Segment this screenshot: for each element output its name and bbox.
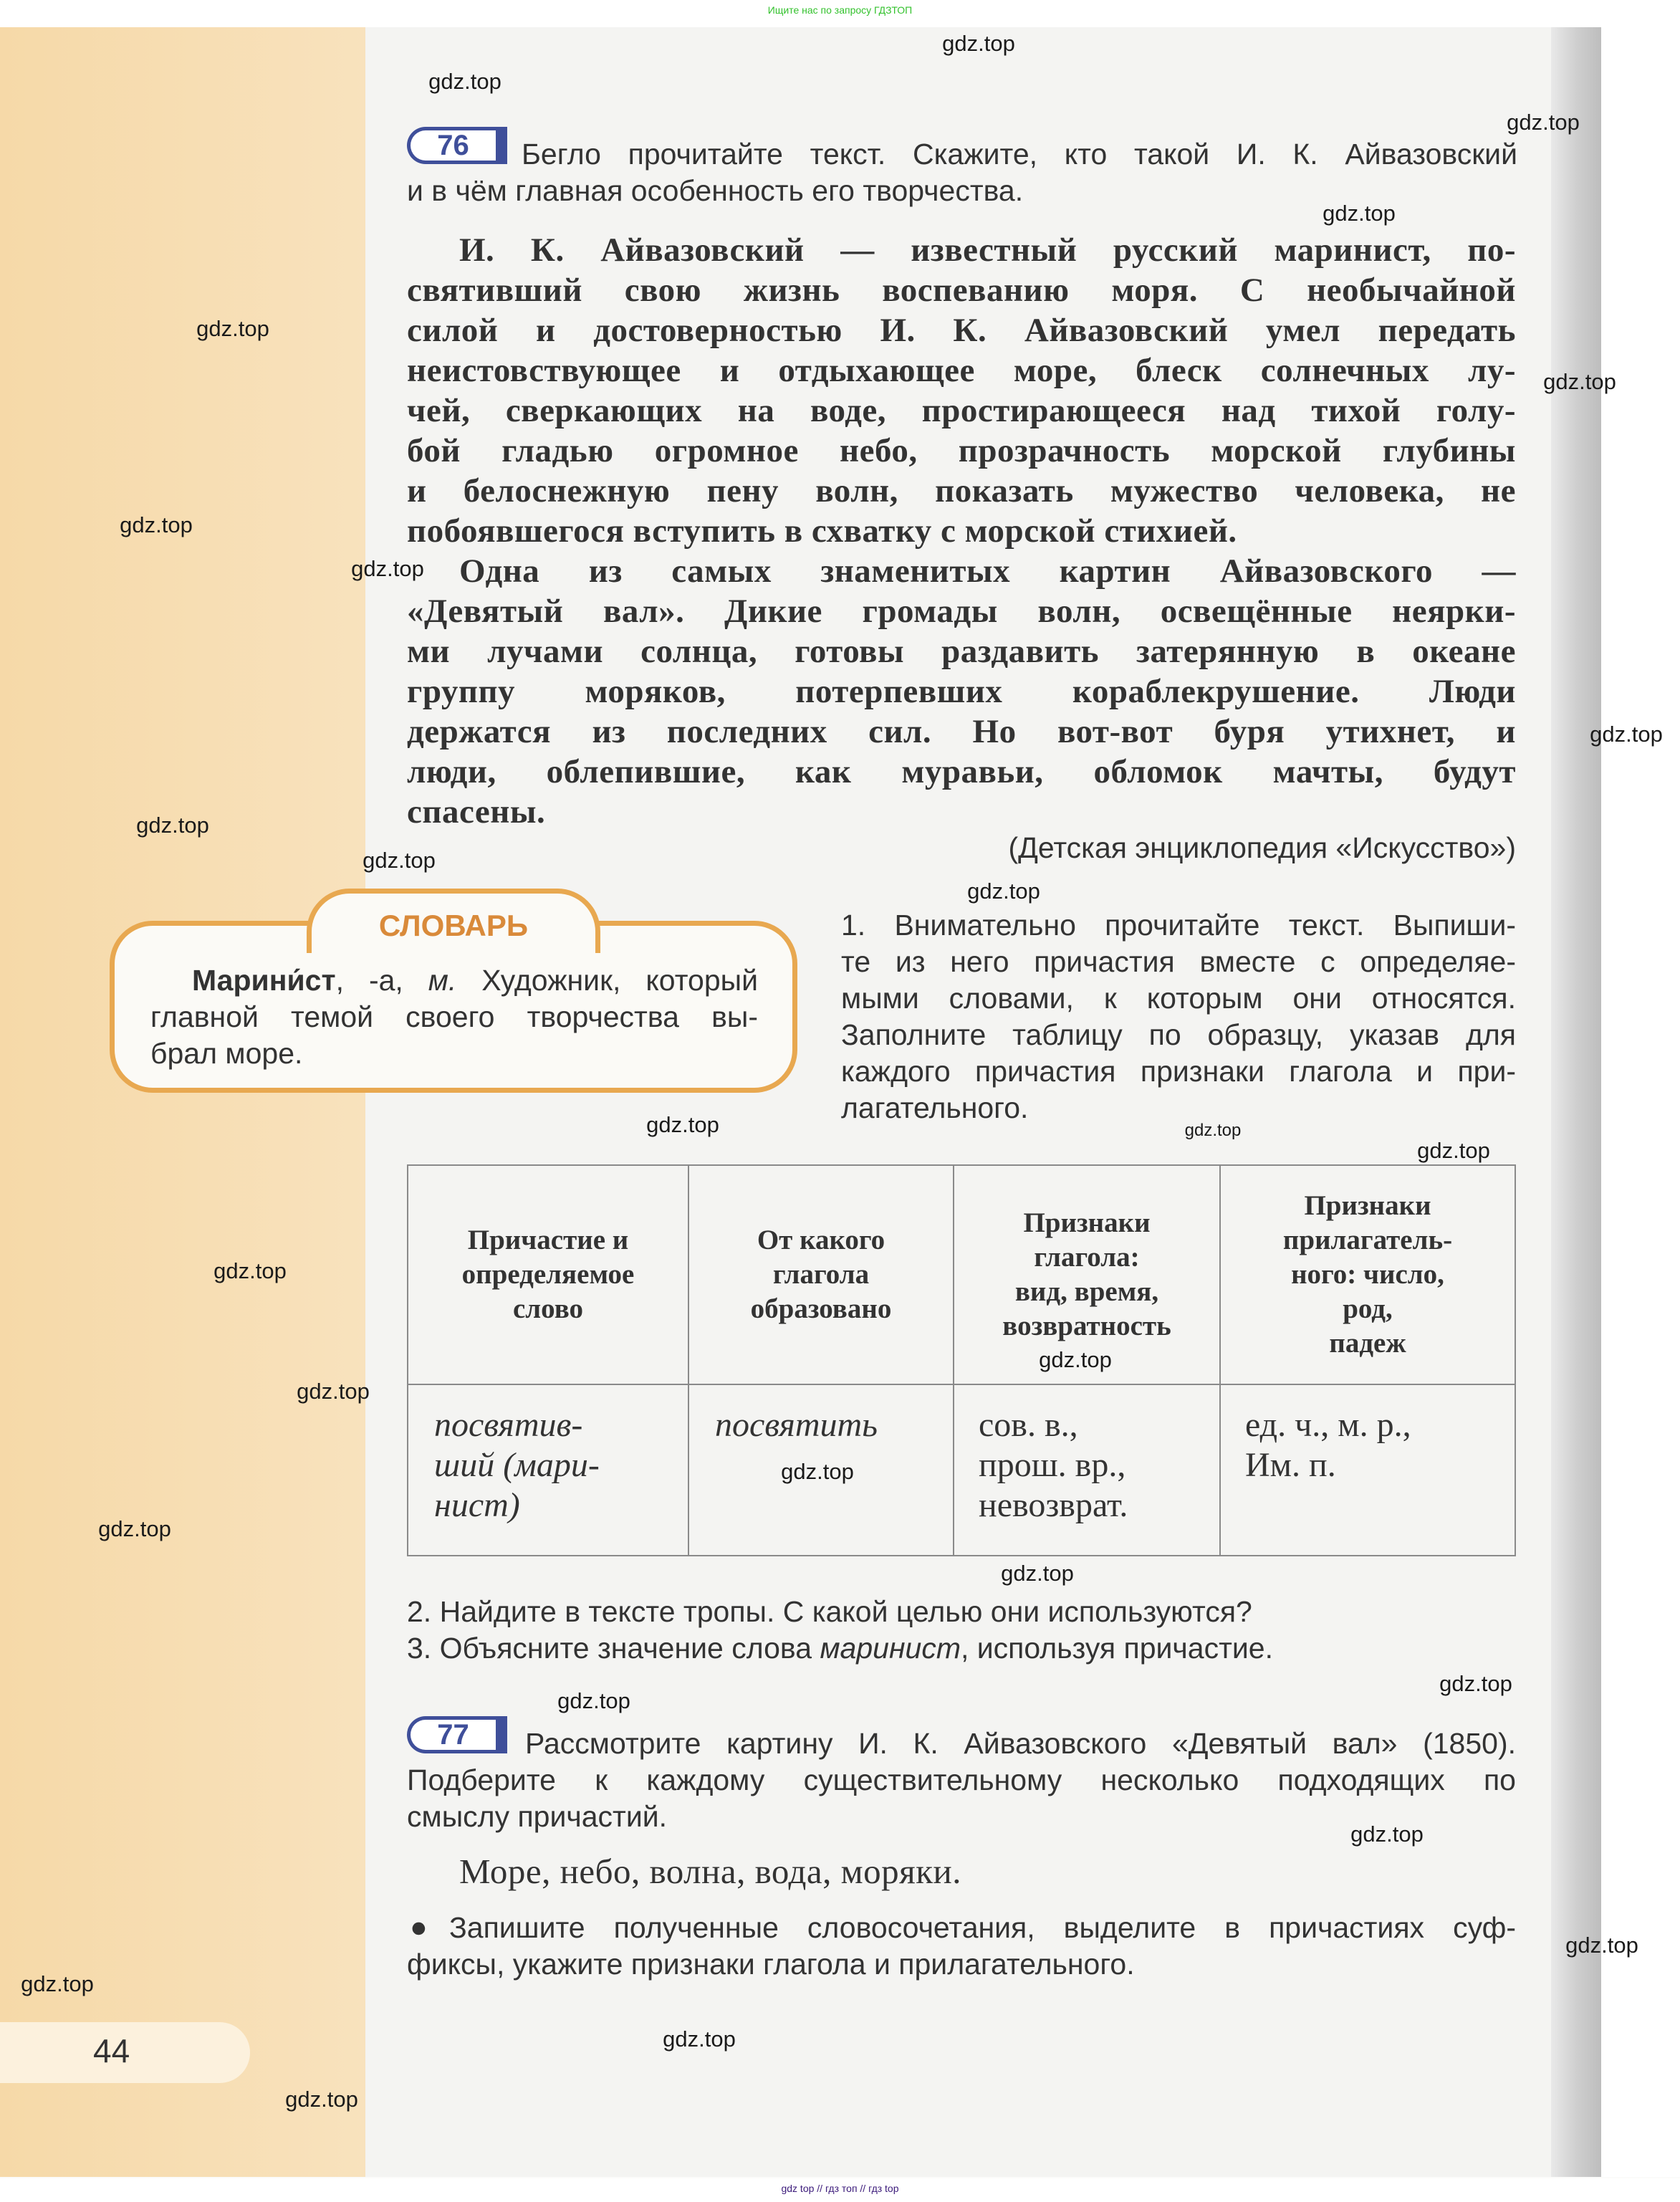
- bullet-line: Запишите полученные словосочетания, выделите в причастиях суф-: [449, 1911, 1516, 1944]
- watermark: gdz.top: [1417, 1138, 1490, 1163]
- task-1-line: Заполните таблицу по образцу, указав для: [841, 1018, 1516, 1051]
- watermark: gdz.top: [1039, 1347, 1112, 1372]
- watermark: gdz.top: [1184, 1121, 1242, 1140]
- page-fold-shadow: [1551, 27, 1601, 2177]
- header-cell: Признаки прилагатель- ного: число, род, падеж: [1220, 1165, 1515, 1384]
- task-line: Рассмотрите картину И. К. Айвазовского «Девятый вал» (1850).: [525, 1727, 1516, 1760]
- text-line: группу моряков, потерпевших кораблекрушение. Люди: [407, 673, 1516, 710]
- task-1-line: 1. Внимательно прочитайте текст. Выпиши-: [841, 909, 1516, 942]
- watermark: gdz.top: [136, 813, 209, 838]
- text-line: держатся из последних сил. Но вот-вот буря утихнет, и: [407, 713, 1516, 750]
- definition-line: брал море.: [150, 1037, 303, 1070]
- task-line: Бегло прочитайте текст. Скажите, кто такой И. К. Айвазовский: [522, 138, 1517, 171]
- header-cell: Признаки глагола: вид, время, возвратность: [954, 1165, 1220, 1384]
- watermark: gdz.top: [285, 2087, 358, 2112]
- watermark: gdz.top: [1507, 110, 1580, 135]
- task-3: 3. Объясните значение слова маринист, используя причастие.: [407, 1632, 1273, 1665]
- table-header-row: [408, 1165, 1515, 1384]
- dictionary-title: СЛОВАРЬ: [378, 909, 529, 942]
- footer-note: gdz top // гдз топ // гдз top: [781, 2183, 899, 2194]
- table-cell: ед. ч., м. р., Им. п.: [1220, 1384, 1515, 1556]
- watermark: gdz.top: [663, 2026, 736, 2052]
- watermark: gdz.top: [1543, 369, 1616, 394]
- watermark: gdz.top: [1323, 201, 1396, 226]
- task-1-line: лагательного.: [841, 1091, 1029, 1124]
- task-1-line: мыми словами, к которым они относятся.: [841, 982, 1516, 1015]
- dictionary-term: Марини́ст: [192, 964, 336, 997]
- exercise-number-badge: 76: [407, 127, 507, 164]
- text-line: побоявшегося вступить в схватку с морской стихией.: [407, 512, 1237, 550]
- watermark: gdz.top: [98, 1516, 171, 1541]
- watermark: gdz.top: [196, 316, 269, 341]
- watermark: gdz.top: [646, 1112, 719, 1137]
- word-list: Море, небо, волна, вода, моряки.: [459, 1852, 961, 1891]
- search-hint: Ищите нас по запросу ГДЗТОП: [767, 4, 913, 16]
- task-line: Подберите к каждому существительному несколько подходящих по: [407, 1763, 1516, 1796]
- text-line: чей, сверкающих на воде, простирающееся над тихой голу-: [407, 392, 1516, 429]
- text-line: силой и достоверностью И. К. Айвазовский умел передать: [407, 312, 1516, 349]
- watermark: gdz.top: [1001, 1561, 1074, 1586]
- table-cell: сов. в., прош. вр., невозврат.: [954, 1384, 1220, 1556]
- table-cell: посвятить: [688, 1384, 954, 1556]
- watermark: gdz.top: [1590, 722, 1663, 747]
- watermark: gdz.top: [781, 1459, 854, 1484]
- watermark: gdz.top: [363, 848, 436, 873]
- dictionary-entry: [192, 962, 758, 998]
- watermark: gdz.top: [120, 512, 193, 537]
- watermark: gdz.top: [1565, 1933, 1638, 1958]
- header-cell: От какого глагола образовано: [688, 1165, 954, 1384]
- gender: м.: [428, 964, 457, 997]
- definition-line: главной темой своего творчества вы-: [150, 1000, 758, 1033]
- text-line: И. К. Айвазовский — известный русский маринист, по-: [459, 231, 1516, 269]
- text-line: люди, облепившие, как муравьи, обломок мачты, будут: [407, 753, 1516, 790]
- definition: Художник, который: [456, 964, 758, 997]
- text-line: и белоснежную пену волн, показать мужество человека, не: [407, 472, 1516, 509]
- text-line: ми лучами солнца, готовы раздавить затерянную в океане: [407, 633, 1516, 670]
- text-line: бой гладью огромное небо, прозрачность морской глубины: [407, 432, 1516, 469]
- text-line: «Девятый вал». Дикие громады волн, освещённые неярки-: [407, 593, 1516, 630]
- watermark: gdz.top: [428, 69, 501, 94]
- text-line: святивший свою жизнь воспеванию моря. С необычайной: [407, 272, 1516, 309]
- bullet-icon: ●: [410, 1910, 428, 1943]
- watermark: gdz.top: [1439, 1671, 1512, 1696]
- watermark: gdz.top: [967, 879, 1040, 904]
- task-2: 2. Найдите в тексте тропы. С какой целью они используются?: [407, 1595, 1252, 1628]
- watermark: gdz.top: [942, 31, 1015, 56]
- header-cell: Причастие и определяемое слово: [408, 1165, 688, 1384]
- table-row: [408, 1384, 1515, 1556]
- watermark: gdz.top: [557, 1688, 630, 1713]
- bullet-line: фиксы, укажите признаки глагола и прилагательного.: [407, 1948, 1135, 1981]
- source-citation: (Детская энциклопедия «Искусство»): [1008, 831, 1516, 864]
- exercise-number-badge: 77: [407, 1716, 507, 1753]
- text-line: Одна из самых знаменитых картин Айвазовского —: [459, 552, 1516, 590]
- right-margin: [1601, 27, 1680, 2177]
- task-line: и в чём главная особенность его творчества.: [407, 174, 1024, 207]
- task-1-line: те из него причастия вместе с определяе-: [841, 945, 1516, 978]
- watermark: gdz.top: [297, 1379, 370, 1404]
- watermark: gdz.top: [213, 1258, 287, 1283]
- participle-table: [407, 1164, 1516, 1556]
- watermark: gdz.top: [1350, 1822, 1424, 1847]
- page-number: 44: [93, 2032, 130, 2069]
- grammar: , -а,: [335, 964, 428, 997]
- text-line: спасены.: [407, 793, 546, 830]
- text-line: неистовствующее и отдыхающее море, блеск солнечных лу-: [407, 352, 1516, 389]
- watermark: gdz.top: [21, 1971, 94, 1996]
- task-line: смыслу причастий.: [407, 1800, 668, 1833]
- watermark: gdz.top: [351, 556, 424, 581]
- table-cell: посвятив- ший (мари- нист): [408, 1384, 688, 1556]
- task-1-line: каждого причастия признаки глагола и при-: [841, 1055, 1516, 1088]
- left-margin-stripe: [0, 27, 365, 2177]
